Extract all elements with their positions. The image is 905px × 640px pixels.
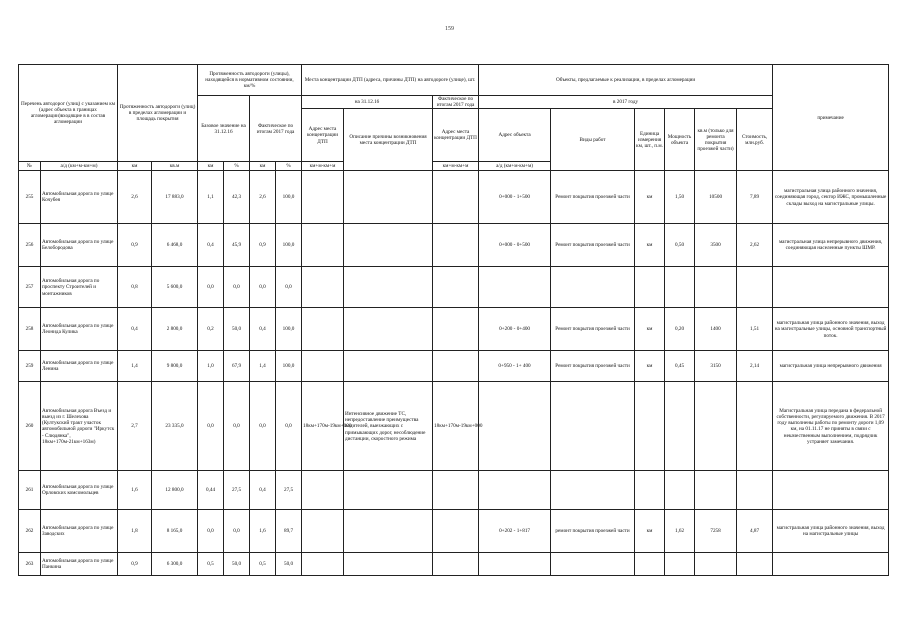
fact-km: 2,6 (250, 171, 276, 224)
dtp-address2 (433, 553, 479, 576)
dtp-address (302, 553, 344, 576)
unit: км (635, 308, 665, 351)
repair-area: 3150 (695, 351, 737, 382)
cost (737, 267, 773, 308)
fact-km: 0,5 (250, 553, 276, 576)
num-header: № (19, 162, 41, 171)
capacity (665, 267, 695, 308)
dtp-units-header: км+м-км+м (302, 162, 344, 171)
base-pct: 0,0 (224, 382, 250, 471)
capacity: 1,50 (665, 171, 695, 224)
table-row (19, 510, 889, 553)
address-units-header: а/д (км+м-км+м) (41, 162, 118, 171)
cost: 4,87 (737, 510, 773, 553)
object-address (479, 267, 551, 308)
fact-pct: 27,5 (276, 471, 302, 510)
dtp-address2 (433, 471, 479, 510)
object-address: 0+950 - 1+ 400 (479, 351, 551, 382)
dtp-reason-header: Описание причины возникновения места концентрации ДТП (344, 109, 433, 171)
length-km: 1,6 (118, 471, 152, 510)
fact-pct: 0,0 (276, 267, 302, 308)
fact-title-header: Фактическое по итогам 2017 года (250, 96, 302, 162)
object-address (479, 553, 551, 576)
base-pct-header: % (224, 162, 250, 171)
dtp-reason (344, 267, 433, 308)
table-body (19, 171, 889, 576)
row-number: 259 (19, 351, 41, 382)
unit: км (635, 351, 665, 382)
base-km: 1,1 (198, 171, 224, 224)
table-row (19, 351, 889, 382)
work-type: Ремонт покрытия проезжей части (551, 224, 635, 267)
repair-area: 10500 (695, 171, 737, 224)
repair-area: 1400 (695, 308, 737, 351)
area-m2-header: кв.м (152, 162, 198, 171)
work-type (551, 471, 635, 510)
dtp-reason (344, 351, 433, 382)
length-km: 1,4 (118, 351, 152, 382)
repair-area (695, 382, 737, 471)
table-row (19, 382, 889, 471)
area-m2: 12 800,0 (152, 471, 198, 510)
work-type (551, 382, 635, 471)
row-number: 257 (19, 267, 41, 308)
dtp-address2 (433, 510, 479, 553)
length-km: 2,7 (118, 382, 152, 471)
length-km: 1,8 (118, 510, 152, 553)
work-type: Ремонт покрытия проезжей части (551, 171, 635, 224)
fact-km: 1,6 (250, 510, 276, 553)
dtp-address (302, 267, 344, 308)
notes-header: примечание (773, 65, 889, 171)
dtp-address (302, 510, 344, 553)
unit (635, 382, 665, 471)
dtp-fact-header: Фактическое по итогам 2017 года (433, 96, 479, 109)
base-km: 0,0 (198, 267, 224, 308)
repair-area (695, 471, 737, 510)
length-km: 0,4 (118, 308, 152, 351)
dtp-address (302, 471, 344, 510)
base-pct: 50,0 (224, 553, 250, 576)
unit (635, 471, 665, 510)
base-km: 0,2 (198, 308, 224, 351)
table-row (19, 308, 889, 351)
road-name: Автомобильная дорога по улице Ленина (41, 351, 118, 382)
work-type-header: Виды работ (551, 109, 635, 171)
fact-km: 0,9 (250, 224, 276, 267)
dtp-address2 (433, 171, 479, 224)
capacity: 0,20 (665, 308, 695, 351)
length-km: 0,9 (118, 553, 152, 576)
base-pct: 42,3 (224, 171, 250, 224)
note: магистральная улица районного значения, выход на магистральные улицы (773, 510, 889, 553)
base-pct: 27,5 (224, 471, 250, 510)
length-km: 0,9 (118, 224, 152, 267)
dtp-reason (344, 471, 433, 510)
dtp-reason (344, 224, 433, 267)
capacity (665, 553, 695, 576)
fact-km: 0,0 (250, 267, 276, 308)
cost: 1,51 (737, 308, 773, 351)
length-km-header: км (118, 162, 152, 171)
capacity: 1,62 (665, 510, 695, 553)
object-address (479, 382, 551, 471)
capacity (665, 471, 695, 510)
note: Магистральная улица передана в федеральной собственности, регулируемого движения. В 2017 году выполнены работы по ремонту дороги 1,09 км, на 01.11.17 не приняты в связи с некачественным выполнением, подрядчик устраняет замечания. (773, 382, 889, 471)
repair-area: 7258 (695, 510, 737, 553)
work-type: Ремонт покрытия проезжей части (551, 308, 635, 351)
road-table-container (18, 64, 889, 576)
area-m2: 6 300,0 (152, 553, 198, 576)
table-row (19, 471, 889, 510)
area-repair-header: кв.м (только для ремонта покрытия проезжей части) (695, 109, 737, 171)
fact-km: 0,4 (250, 308, 276, 351)
table-row (19, 267, 889, 308)
note (773, 267, 889, 308)
repair-area (695, 267, 737, 308)
dtp-reason (344, 171, 433, 224)
dtp-address (302, 308, 344, 351)
fact-km: 0,0 (250, 382, 276, 471)
fact-pct: 50,0 (276, 553, 302, 576)
dtp-address (302, 224, 344, 267)
road-name: Автомобильная дорога по проспекту Строителей и монтажников (41, 267, 118, 308)
dtp-address (302, 171, 344, 224)
note: магистральная улица непрерывного движения (773, 351, 889, 382)
dtp-address-header: Адрес места концентрации ДТП (302, 109, 344, 162)
dtp-title-header: Места концентрации ДТП (адреса, причины ДТП) на автодороге (улице), шт. (302, 65, 479, 96)
dtp-address2 (433, 351, 479, 382)
work-type: ремонт покрытия проезжей части (551, 510, 635, 553)
object-address: 0+000 - 1+500 (479, 171, 551, 224)
dtp-units2-header: км+м-км+м (433, 162, 479, 171)
dtp-address2: 18км+170м-19км+000 (433, 382, 479, 471)
base-km: 1,0 (198, 351, 224, 382)
obj-units-header: а/д (км+м-км+м) (479, 162, 551, 171)
unit: км (635, 224, 665, 267)
row-number: 260 (19, 382, 41, 471)
note: магистральная улица районного значения, выход на магистральные улицы, основной транспортный поток. (773, 308, 889, 351)
dtp-address (302, 351, 344, 382)
dtp-address2 (433, 267, 479, 308)
work-type (551, 267, 635, 308)
base-pct: 0,0 (224, 267, 250, 308)
fact-km-header: км (250, 162, 276, 171)
repair-area (695, 553, 737, 576)
length-km: 0,8 (118, 267, 152, 308)
road-name: Автомобильная дорога по улице Кочубея (41, 171, 118, 224)
area-m2: 23 335,0 (152, 382, 198, 471)
road-name: Автомобильная дорога Въезд и выезд из г. Шелехова (Култукский тракт участок автомобильной дороги "Иркутск - Слюдянка", 18км+170м-21км+163м) (41, 382, 118, 471)
fact-pct-header: % (276, 162, 302, 171)
table-header (19, 65, 889, 171)
work-type (551, 553, 635, 576)
row-number: 258 (19, 308, 41, 351)
table-row (19, 224, 889, 267)
dtp-reason: Интенсивное движение ТС, непредоставление преимущества водителей, выезжающих с примыкающих дорог, несоблюдение дистанции, скоростного режима (344, 382, 433, 471)
fact-pct: 100,0 (276, 224, 302, 267)
list-title-header: Перечень автодорог (улиц) с указанием км (адрес объекта в границах агломерации)входящие в в состав агломерации (19, 65, 118, 162)
cost (737, 553, 773, 576)
cost: 2,14 (737, 351, 773, 382)
fact-pct: 89,7 (276, 510, 302, 553)
base-pct: 0,0 (224, 510, 250, 553)
road-name: Автомобильная дорога по улице Белобородова (41, 224, 118, 267)
road-name: Автомобильная дорога по улице Заводских (41, 510, 118, 553)
row-number: 256 (19, 224, 41, 267)
obj-address-header: Адрес объекта (479, 109, 551, 162)
road-table (18, 64, 889, 576)
unit (635, 553, 665, 576)
dtp-address: 18км+170м-19км+000 (302, 382, 344, 471)
fact-km: 0,4 (250, 471, 276, 510)
object-address: 0+000 - 0+500 (479, 224, 551, 267)
area-m2: 2 800,0 (152, 308, 198, 351)
row-number: 255 (19, 171, 41, 224)
object-address: 0+202 - 1+817 (479, 510, 551, 553)
dtp-address2-header: Адрес места концентрации ДТП (433, 109, 479, 162)
capacity (665, 382, 695, 471)
capacity: 0,50 (665, 224, 695, 267)
dtp-reason (344, 510, 433, 553)
road-name: Автомобильная дорога по улице Леонида Кулика (41, 308, 118, 351)
base-km: 0,5 (198, 553, 224, 576)
base-km: 0,0 (198, 510, 224, 553)
unit (635, 267, 665, 308)
area-m2: 9 800,0 (152, 351, 198, 382)
base-km-header: км (198, 162, 224, 171)
area-m2: 6 468,0 (152, 224, 198, 267)
dtp-address2 (433, 224, 479, 267)
note (773, 471, 889, 510)
work-type: Ремонт покрытия проезжей части (551, 351, 635, 382)
note: магистральная улица непрерывного движения, соединяющая населенные пункты ШМР. (773, 224, 889, 267)
unit-header: Единица измерения км, шт., п.м. (635, 109, 665, 171)
fact-pct: 100,0 (276, 171, 302, 224)
row-number: 262 (19, 510, 41, 553)
base-km: 0,0 (198, 382, 224, 471)
base-km: 0,44 (198, 471, 224, 510)
road-name: Автомобильная дорога по улице Орловских комсомольцев (41, 471, 118, 510)
object-address: 0+200 - 0+400 (479, 308, 551, 351)
unit: км (635, 510, 665, 553)
base-title-header: Базовое значение на 31.12.16 (198, 96, 250, 162)
capacity-header: Мощность объекта (665, 109, 695, 171)
repair-area: 3500 (695, 224, 737, 267)
length-km: 2,6 (118, 171, 152, 224)
note: магистральная улица районного значения, соединяющая город, сектор ИЖС, промышленные склады выход на магистральные улицы. (773, 171, 889, 224)
capacity: 0,45 (665, 351, 695, 382)
fact-pct: 100,0 (276, 351, 302, 382)
table-row (19, 171, 889, 224)
fact-pct: 0,0 (276, 382, 302, 471)
objects-title-header: Объекты, предлагаемые к реализации, в пределах агломерации (479, 65, 773, 96)
row-number: 263 (19, 553, 41, 576)
length-title-header: Протяженность автодороги (улиц) в пределах агломерации и площадь покрытия (118, 65, 198, 162)
fact-km: 1,4 (250, 351, 276, 382)
area-m2: 8 165,0 (152, 510, 198, 553)
unit: км (635, 171, 665, 224)
area-m2: 5 600,0 (152, 267, 198, 308)
road-name: Автомобильная дорога по улице Панкина (41, 553, 118, 576)
area-m2: 17 883,0 (152, 171, 198, 224)
fact-pct: 100,0 (276, 308, 302, 351)
cost: 2,62 (737, 224, 773, 267)
base-pct: 67,9 (224, 351, 250, 382)
note (773, 553, 889, 576)
year-title-header: в 2017 году (479, 96, 773, 109)
table-row (19, 553, 889, 576)
cost-header: Стоимость, млн.руб. (737, 109, 773, 171)
dtp-date-header: на 31.12.16 (302, 96, 433, 109)
row-number: 261 (19, 471, 41, 510)
cost: 7,89 (737, 171, 773, 224)
base-km: 0,4 (198, 224, 224, 267)
dtp-reason (344, 553, 433, 576)
normative-title-header: Протяженность автодороги (улицы), находящейся в нормативном состоянии, км/% (198, 65, 302, 96)
dtp-reason (344, 308, 433, 351)
cost (737, 471, 773, 510)
dtp-address2 (433, 308, 479, 351)
cost (737, 382, 773, 471)
base-pct: 50,0 (224, 308, 250, 351)
object-address (479, 471, 551, 510)
page-number: 159 (445, 26, 454, 32)
base-pct: 45,9 (224, 224, 250, 267)
